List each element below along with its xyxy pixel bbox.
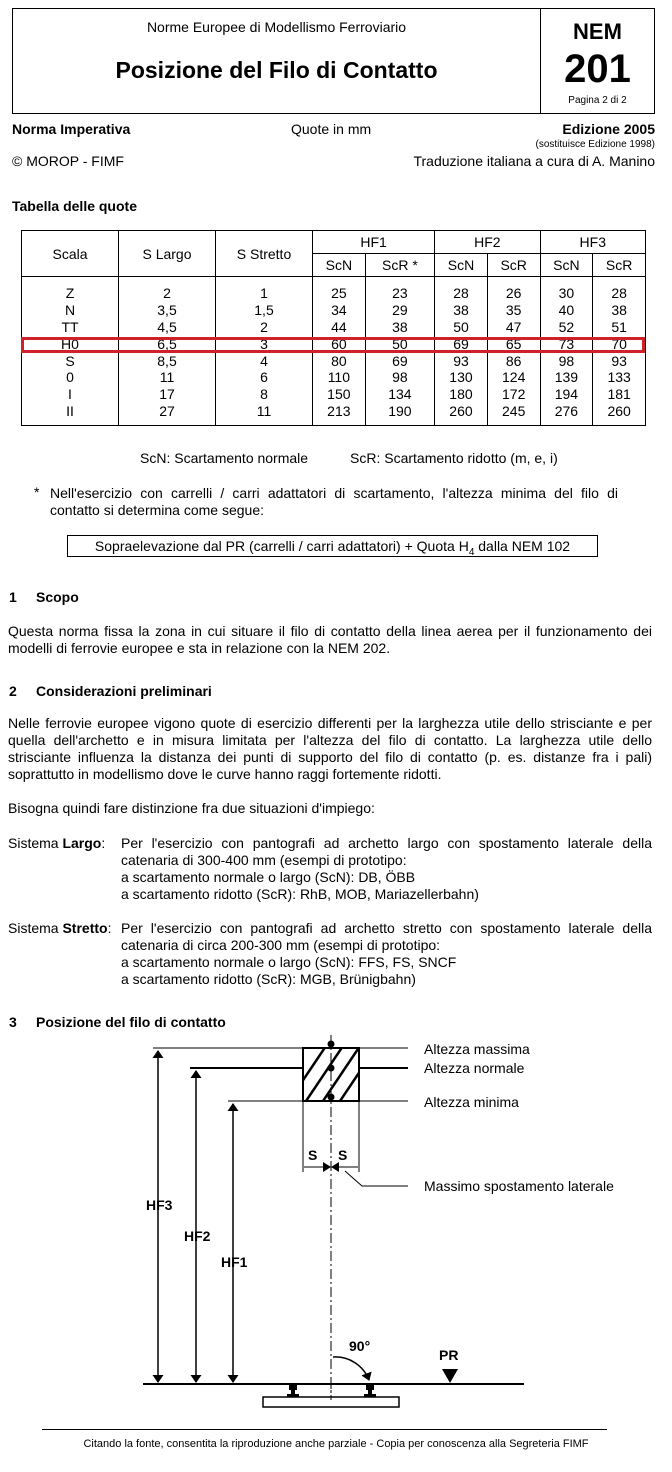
table-cell: 150 bbox=[313, 386, 366, 403]
table-cell: 1,5 bbox=[216, 302, 313, 319]
section-3-number: 3 bbox=[9, 1014, 17, 1030]
table-cell: II bbox=[22, 403, 119, 426]
table-cell: 69 bbox=[435, 335, 488, 352]
table-cell: 38 bbox=[593, 302, 646, 319]
table-cell: 276 bbox=[540, 403, 593, 426]
label-max-height: Altezza massima bbox=[424, 1041, 530, 1057]
table-cell: 260 bbox=[593, 403, 646, 426]
section-2-number: 2 bbox=[9, 683, 17, 699]
table-cell: 139 bbox=[540, 369, 593, 386]
organization-name: Norme Europee di Modellismo Ferroviario bbox=[146, 19, 407, 35]
system-stretto-post: : bbox=[107, 920, 112, 936]
table-cell: 50 bbox=[365, 335, 434, 352]
table-cell: 245 bbox=[487, 403, 540, 426]
table-cell: 73 bbox=[540, 335, 593, 352]
table-cell: I bbox=[22, 386, 119, 403]
label-hf3: HF3 bbox=[146, 1197, 173, 1213]
angle-arc bbox=[333, 1357, 369, 1380]
header-hf3: HF3 bbox=[540, 231, 645, 254]
table-cell: 65 bbox=[487, 335, 540, 352]
table-cell: 34 bbox=[313, 302, 366, 319]
table-cell: Z bbox=[22, 277, 119, 302]
header-s-stretto: S Stretto bbox=[216, 231, 313, 277]
system-stretto-line-3: a scartamento ridotto (ScR): MGB, Brünigbahn) bbox=[121, 971, 416, 987]
table-cell: 26 bbox=[487, 277, 540, 302]
table-cell: 6 bbox=[216, 369, 313, 386]
table-cell: 6,5 bbox=[119, 335, 216, 352]
table-cell: 8,5 bbox=[119, 352, 216, 369]
replaces: (sostituisce Edizione 1998) bbox=[535, 139, 655, 150]
table-cell: 51 bbox=[593, 319, 646, 336]
header-scala: Scala bbox=[22, 231, 119, 277]
table-cell: 38 bbox=[365, 319, 434, 336]
pr-triangle-icon bbox=[442, 1369, 458, 1383]
table-cell: 213 bbox=[313, 403, 366, 426]
nem-number: 201 bbox=[564, 47, 631, 91]
table-cell: 93 bbox=[435, 352, 488, 369]
subheader-hf2-scr: ScR bbox=[487, 254, 540, 277]
label-min-height: Altezza minima bbox=[424, 1094, 519, 1110]
table-cell: 93 bbox=[593, 352, 646, 369]
s-label-right: S bbox=[338, 1147, 348, 1163]
header-hf2: HF2 bbox=[435, 231, 540, 254]
table-cell: 172 bbox=[487, 386, 540, 403]
subheader-hf2-scn: ScN bbox=[435, 254, 488, 277]
table-cell: 70 bbox=[593, 335, 646, 352]
section-1-title: Scopo bbox=[36, 589, 79, 605]
table-cell: 35 bbox=[487, 302, 540, 319]
system-stretto-pre: Sistema bbox=[8, 920, 63, 936]
system-largo-post: : bbox=[101, 835, 106, 851]
system-stretto-line-1: Per l'esercizio con pantografi ad archetto stretto con spostamento laterale della catenaria di circa 200-300 mm (esempi di prototipo: bbox=[121, 920, 652, 953]
system-largo-line-1: Per l'esercizio con pantografi ad archetto largo con spostamento laterale della catenaria di 300-400 mm (esempi di prototipo: bbox=[121, 835, 652, 868]
table-cell: 260 bbox=[435, 403, 488, 426]
table-cell: 69 bbox=[365, 352, 434, 369]
table-cell: 194 bbox=[540, 386, 593, 403]
subheader-hf3-scn: ScN bbox=[540, 254, 593, 277]
table-cell: 124 bbox=[487, 369, 540, 386]
table-cell: 2 bbox=[119, 277, 216, 302]
header-s-largo: S Largo bbox=[119, 231, 216, 277]
subheader-hf3-scr: ScR bbox=[593, 254, 646, 277]
formula-part-a: Sopraelevazione dal PR (carrelli / carri adattatori) + Quota H bbox=[94, 538, 469, 554]
section-2-text-2: Bisogna quindi fare distinzione fra due situazioni d'impiego: bbox=[8, 800, 375, 816]
system-largo-bold: Largo bbox=[62, 835, 102, 851]
formula-part-b: dalla NEM 102 bbox=[474, 538, 571, 554]
subheader-hf1-scr: ScR * bbox=[365, 254, 434, 277]
table-cell: 44 bbox=[313, 319, 366, 336]
translation: Traduzione italiana a cura di A. Manino bbox=[413, 153, 655, 169]
table-cell: H0 bbox=[22, 335, 119, 352]
table-cell: 98 bbox=[365, 369, 434, 386]
label-pr: PR bbox=[439, 1347, 459, 1363]
page-number: Pagina 2 di 2 bbox=[568, 95, 627, 106]
table-cell: 23 bbox=[365, 277, 434, 302]
table-cell: 1 bbox=[216, 277, 313, 302]
section-2-title: Considerazioni preliminari bbox=[36, 683, 212, 699]
edition: Edizione 2005 bbox=[562, 121, 655, 137]
table-cell: N bbox=[22, 302, 119, 319]
system-largo-line-3: a scartamento ridotto (ScR): RhB, MOB, Mariazellerbahn) bbox=[121, 886, 479, 902]
table-cell: 181 bbox=[593, 386, 646, 403]
system-stretto-line-2: a scartamento normale o largo (ScN): FFS, FS, SNCF bbox=[121, 954, 457, 970]
table-cell: 40 bbox=[540, 302, 593, 319]
table-cell: 38 bbox=[435, 302, 488, 319]
subheader-hf1-scn: ScN bbox=[313, 254, 366, 277]
table-cell: 98 bbox=[540, 352, 593, 369]
table-cell: 8 bbox=[216, 386, 313, 403]
table-cell: 25 bbox=[313, 277, 366, 302]
rail-right-icon bbox=[364, 1385, 376, 1397]
table-cell: 29 bbox=[365, 302, 434, 319]
formula-subscript: 4 bbox=[468, 546, 475, 558]
section-3-title: Posizione del filo di contatto bbox=[36, 1014, 226, 1030]
table-cell: 190 bbox=[365, 403, 434, 426]
note-star: * bbox=[34, 484, 40, 500]
table-cell: 2 bbox=[216, 319, 313, 336]
table-cell: 17 bbox=[119, 386, 216, 403]
table-cell: 52 bbox=[540, 319, 593, 336]
header-hf1: HF1 bbox=[313, 231, 435, 254]
table-cell: 47 bbox=[487, 319, 540, 336]
table-cell: 28 bbox=[435, 277, 488, 302]
table-cell: 50 bbox=[435, 319, 488, 336]
norm-type: Norma Imperativa bbox=[12, 121, 131, 137]
label-normal-height: Altezza normale bbox=[424, 1060, 525, 1076]
table-cell: 11 bbox=[216, 403, 313, 426]
table-cell: 86 bbox=[487, 352, 540, 369]
table-cell: TT bbox=[22, 319, 119, 336]
table-cell: S bbox=[22, 352, 119, 369]
table-cell: 180 bbox=[435, 386, 488, 403]
footer-rule bbox=[42, 1429, 607, 1430]
label-angle: 90° bbox=[349, 1338, 371, 1354]
table-cell: 3,5 bbox=[119, 302, 216, 319]
nem-label: NEM bbox=[573, 19, 622, 44]
units: Quote in mm bbox=[291, 121, 372, 137]
system-largo-pre: Sistema bbox=[8, 835, 63, 851]
table-cell: 134 bbox=[365, 386, 434, 403]
rail-left-icon bbox=[287, 1385, 299, 1397]
document-title: Posizione del Filo di Contatto bbox=[115, 57, 438, 83]
label-hf2: HF2 bbox=[184, 1228, 211, 1244]
system-largo-line-2: a scartamento normale o largo (ScN): DB, ÖBB bbox=[121, 869, 416, 885]
table-cell: 0 bbox=[22, 369, 119, 386]
section-1-text: Questa norma fissa la zona in cui situare il filo di contatto della linea aerea per il funzionamento dei modelli di ferrovie europee e sta in relazione con la NEM 202. bbox=[8, 623, 652, 656]
table-cell: 110 bbox=[313, 369, 366, 386]
label-hf1: HF1 bbox=[221, 1254, 248, 1270]
table-caption: Tabella delle quote bbox=[12, 198, 137, 214]
legend-scn: ScN: Scartamento normale bbox=[140, 450, 309, 466]
s-label-left: S bbox=[308, 1147, 318, 1163]
table-cell: 27 bbox=[119, 403, 216, 426]
table-cell: 130 bbox=[435, 369, 488, 386]
table-cell: 4,5 bbox=[119, 319, 216, 336]
section-2-text-1: Nelle ferrovie europee vigono quote di esercizio differenti per la larghezza utile dello strisciante e per quella dell'archetto e in misura limitata per l'altezza del filo di contatto. La larghezza utile dello strisciante influenza la distanza dei punti di supporto del filo di contatto (p. es. distanze fra i pali) soprattutto in modellismo dove le curve hanno raggi fortemente ridotti. bbox=[8, 715, 652, 782]
table-cell: 30 bbox=[540, 277, 593, 302]
table-cell: 3 bbox=[216, 335, 313, 352]
legend-scr: ScR: Scartamento ridotto (m, e, i) bbox=[350, 450, 558, 466]
table-cell: 133 bbox=[593, 369, 646, 386]
note-text: Nell'esercizio con carrelli / carri adattatori di scartamento, l'altezza minima del filo di contatto si determina come segue: bbox=[50, 485, 618, 518]
copyright: © MOROP - FIMF bbox=[12, 153, 124, 169]
table-cell: 60 bbox=[313, 335, 366, 352]
table-cell: 80 bbox=[313, 352, 366, 369]
footer-text: Citando la fonte, consentita la riproduzione anche parziale - Copia per conoscenza alla Segreteria FIMF bbox=[83, 1438, 589, 1450]
section-1-number: 1 bbox=[9, 589, 17, 605]
label-lateral: Massimo spostamento laterale bbox=[424, 1178, 614, 1194]
table-cell: 4 bbox=[216, 352, 313, 369]
system-stretto-bold: Stretto bbox=[62, 920, 108, 936]
table-cell: 11 bbox=[119, 369, 216, 386]
table-cell: 28 bbox=[593, 277, 646, 302]
